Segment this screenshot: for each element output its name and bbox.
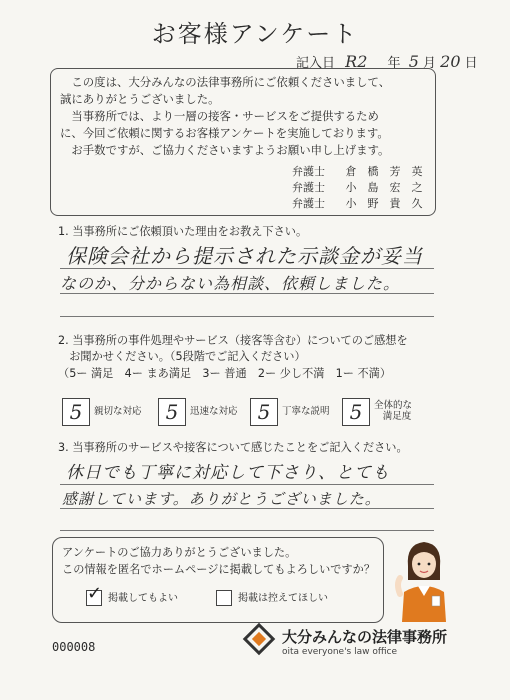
footer-consent-question: この情報を匿名でホームページに掲載してもよろしいですか？ bbox=[62, 563, 376, 576]
rating-score: 5 bbox=[257, 400, 271, 424]
q1-rule bbox=[60, 316, 434, 317]
intro-text bbox=[60, 74, 430, 159]
rating-label bbox=[374, 400, 412, 422]
lawyer-name-char: 英 bbox=[411, 165, 423, 178]
publish-yes-checkbox[interactable] bbox=[86, 583, 103, 606]
date-day: 20 bbox=[440, 52, 461, 71]
intro-line: お手数ですが、ご協力くださいますようお願い申し上げます。 bbox=[60, 143, 390, 157]
q1-answer-line[interactable]: なのか、分からない為相談、依頼しました。 bbox=[60, 274, 401, 293]
lawyer-row bbox=[292, 196, 428, 212]
rating-label-line: 全体的な bbox=[374, 400, 413, 411]
rating-label: 丁寧な説明 bbox=[282, 406, 330, 417]
lawyer-row bbox=[292, 180, 428, 196]
rating-score: 5 bbox=[69, 400, 83, 424]
lawyer-role: 弁護士 bbox=[292, 197, 325, 210]
publish-no-checkbox[interactable] bbox=[216, 590, 232, 606]
q2-scale: （5ー 満足 4ー まあ満足 3ー 普通 2ー 少し不満 1ー 不満） bbox=[58, 367, 392, 380]
rating-box-speed[interactable] bbox=[158, 398, 186, 426]
q2-question bbox=[58, 333, 408, 365]
lawyer-name-char: 小 bbox=[345, 197, 357, 210]
lawyer-name-char: 貴 bbox=[389, 197, 401, 210]
rating-label-line: 満足度 bbox=[382, 411, 412, 422]
q1-rule bbox=[60, 293, 434, 294]
office-name: 大分みんなの法律事務所 bbox=[282, 628, 448, 646]
q3-rule bbox=[60, 530, 434, 531]
lawyer-name-char: 芳 bbox=[389, 165, 401, 178]
lawyer-name-char: 野 bbox=[367, 197, 379, 210]
rating-box-kindness[interactable] bbox=[62, 398, 90, 426]
survey-title: お客様アンケート bbox=[151, 20, 359, 48]
rating-score: 5 bbox=[165, 400, 179, 424]
publish-no-label: 掲載は控えてほしい bbox=[238, 593, 328, 604]
footer-thanks: アンケートのご協力ありがとうございました。 bbox=[62, 546, 297, 559]
q3-rule bbox=[60, 484, 434, 485]
publish-yes-label: 掲載してもよい bbox=[108, 593, 178, 604]
lawyer-row bbox=[292, 164, 428, 180]
lawyer-name-char: 倉 bbox=[345, 165, 357, 178]
q1-answer-line[interactable]: 保険会社から提示された示談金が妥当 bbox=[66, 244, 423, 268]
lawyer-name-char: 之 bbox=[411, 181, 423, 194]
lawyer-name-char: 島 bbox=[367, 181, 379, 194]
q3-answer-line[interactable]: 休日でも丁寧に対応して下さり、とても bbox=[66, 463, 390, 483]
date-era: R2 bbox=[345, 52, 368, 71]
lawyer-name-char: 宏 bbox=[389, 181, 401, 194]
date-month: 5 bbox=[408, 52, 419, 71]
lawyer-role: 弁護士 bbox=[292, 181, 325, 194]
q2-question-line: お聞かせください。（5段階でご記入ください） bbox=[58, 350, 306, 363]
intro-line: 当事務所では、より一層の接客・サービスをご提供するため bbox=[60, 109, 379, 123]
lawyer-role: 弁護士 bbox=[292, 165, 325, 178]
q3-answer-line[interactable]: 感謝しています。ありがとうございました。 bbox=[62, 490, 381, 508]
intro-line: この度は、大分みんなの法律事務所にご依頼くださいまして、 bbox=[60, 75, 391, 89]
lawyer-name-char: 小 bbox=[345, 181, 357, 194]
q3-question: 3. 当事務所のサービスや接客について感じたことをご記入ください。 bbox=[58, 441, 408, 454]
office-subname: oita everyone's law office bbox=[282, 647, 398, 657]
q1-rule bbox=[60, 268, 434, 269]
lawyer-list bbox=[292, 164, 428, 212]
intro-line: に、今回ご依頼に関するお客様アンケートを実施しております。 bbox=[60, 126, 389, 140]
check-mark-icon: ✓ bbox=[87, 583, 103, 604]
serial-number: 000008 bbox=[52, 640, 96, 654]
rating-box-explanation[interactable] bbox=[250, 398, 278, 426]
date-month-suffix: 月 bbox=[423, 56, 437, 71]
rating-label: 親切な対応 bbox=[94, 406, 142, 417]
lawyer-name-char: 橋 bbox=[367, 165, 379, 178]
office-logo-icon bbox=[242, 622, 276, 656]
rating-box-overall[interactable] bbox=[342, 398, 370, 426]
q3-rule bbox=[60, 508, 434, 509]
date-label: 記入日 bbox=[296, 56, 336, 71]
q2-question-line: 2. 当事務所の事件処理やサービス（接客等含む）についてのご感想を bbox=[58, 334, 408, 347]
rating-score: 5 bbox=[349, 400, 363, 424]
q1-question: 1. 当事務所にご依頼頂いた理由をお教え下さい。 bbox=[58, 225, 308, 238]
date-year-suffix: 年 bbox=[387, 56, 401, 71]
date-day-suffix: 日 bbox=[464, 56, 478, 71]
lawyer-name-char: 久 bbox=[411, 197, 423, 210]
intro-line: 誠にありがとうございました。 bbox=[60, 92, 220, 106]
rating-label: 迅速な対応 bbox=[190, 406, 238, 417]
staff-illustration-icon bbox=[394, 536, 454, 622]
